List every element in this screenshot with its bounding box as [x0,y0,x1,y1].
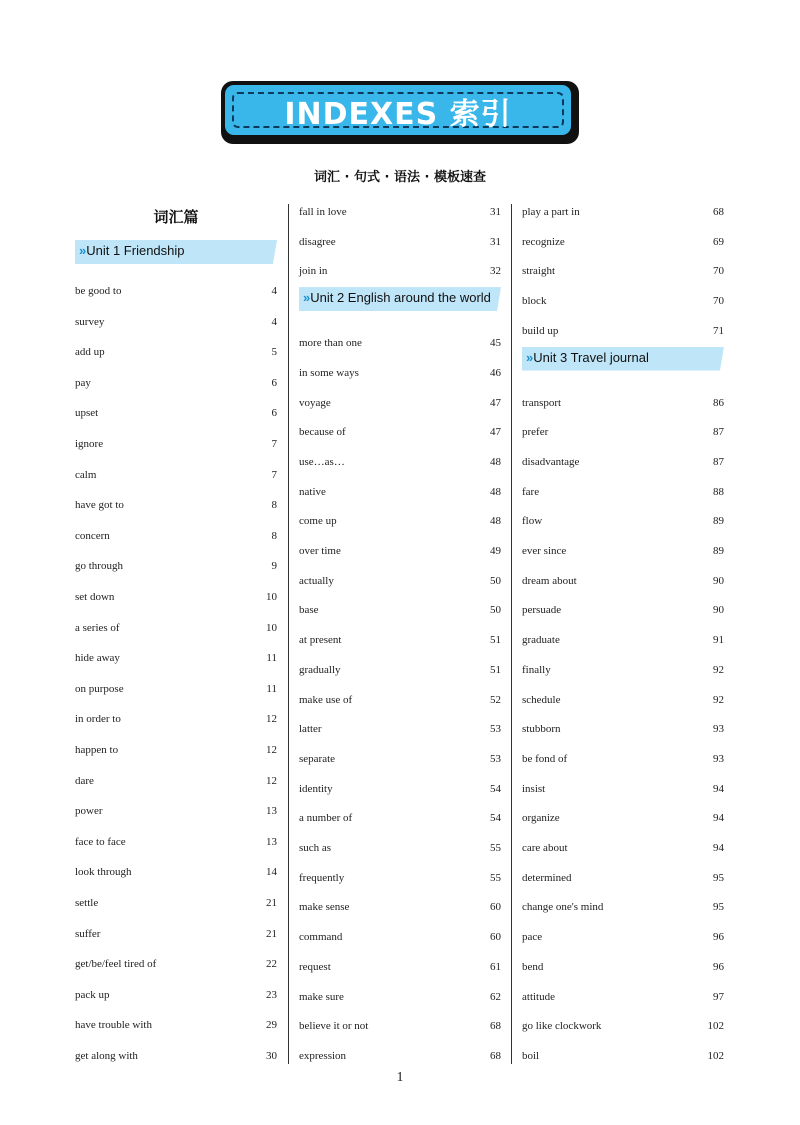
index-entry [75,805,277,821]
entry-page-number: 89 [713,515,724,528]
entry-word: straight [522,265,555,278]
index-entry [522,206,724,222]
entry-word: dream about [522,574,577,587]
entry-page-number: 50 [490,604,501,617]
entry-word: schedule [522,693,561,706]
entry-word: set down [75,591,115,603]
index-entry [299,515,501,531]
index-entry [75,377,277,393]
index-entry [522,723,724,739]
entry-page-number: 94 [713,812,724,825]
index-entry [299,367,501,383]
entry-word: fare [522,485,540,498]
entry-page-number: 68 [490,1049,501,1062]
entry-page-number: 23 [266,988,277,1001]
entry-word: ignore [75,438,104,450]
entry-page-number: 60 [490,931,501,944]
entry-word: determined [522,871,572,884]
entry-word: calm [75,468,97,481]
index-entry [75,744,277,760]
entry-word: identity [299,782,333,795]
entry-page-number: 45 [490,337,501,350]
entry-page-number: 51 [490,634,501,647]
entry-word: dare [75,774,94,787]
entry-page-number: 90 [713,574,724,587]
index-entry [522,397,724,413]
entry-word: frequently [299,871,345,884]
entry-page-number: 71 [713,324,724,337]
unit-header-text [526,350,649,365]
entry-page-number: 68 [713,206,724,218]
entry-word: build up [522,324,559,337]
entry-word: concern [75,529,110,542]
index-entry [299,604,501,620]
index-entry [522,753,724,769]
index-entry [522,515,724,531]
column-divider [511,204,512,1064]
entry-page-number: 96 [713,960,724,973]
entry-page-number: 52 [490,693,501,706]
index-entry [522,931,724,947]
index-entry [75,438,277,454]
entry-word: bend [522,960,544,973]
entry-word: fall in love [299,206,347,218]
entry-page-number: 13 [266,835,277,848]
index-entry [75,407,277,423]
entry-word: face to face [75,835,126,848]
index-entry [522,694,724,710]
entry-page-number: 70 [713,265,724,278]
index-entry [299,723,501,739]
column-divider [288,204,289,1064]
entry-word: boil [522,1049,540,1062]
index-entry [522,842,724,858]
entry-word: gradually [299,663,341,676]
entry-word: care about [522,842,568,854]
index-entry [75,499,277,515]
index-entry [299,783,501,799]
entry-page-number: 11 [266,652,277,665]
index-entry [522,812,724,828]
index-entry [75,316,277,332]
entry-page-number: 90 [713,604,724,617]
entry-word: attitude [522,990,555,1003]
index-entry [522,426,724,442]
entry-word: add up [75,346,105,359]
entry-word: stubborn [522,723,561,736]
title-banner-fill [225,85,571,135]
index-entry [522,604,724,620]
index-entry [299,337,501,353]
entry-word: recognize [522,235,565,248]
entry-word: such as [299,842,332,854]
entry-word: believe it or not [299,1020,369,1033]
index-entry [522,236,724,252]
index-entry [522,634,724,650]
entry-page-number: 94 [713,842,724,854]
index-entry [299,545,501,561]
entry-word: persuade [522,604,562,617]
index-entry [75,713,277,729]
entry-word: separate [299,752,336,765]
entry-page-number: 53 [490,752,501,765]
entry-page-number: 60 [490,901,501,914]
entry-word: suffer [75,927,101,940]
entry-page-number: 51 [490,663,501,676]
unit-label: Unit 1 Friendship [86,243,185,258]
double-chevron-icon: » [79,243,87,258]
entry-word: base [299,604,319,617]
entry-page-number: 47 [490,396,501,409]
index-entry [75,591,277,607]
index-entry [75,1019,277,1035]
index-entry [299,575,501,591]
entry-page-number: 95 [713,901,724,914]
index-entry [299,634,501,650]
entry-word: make sure [299,990,344,1003]
entry-word: disadvantage [522,455,580,468]
index-entry [75,1050,277,1066]
index-entry [299,694,501,710]
index-entry [75,652,277,668]
entry-word: go like clockwork [522,1020,602,1033]
entry-page-number: 62 [490,990,501,1003]
entry-word: in order to [75,713,121,726]
index-entry [299,872,501,888]
entry-word: over time [299,545,341,557]
index-entry [299,991,501,1007]
entry-page-number: 48 [490,455,501,468]
entry-word: actually [299,574,334,587]
index-entry [522,783,724,799]
index-entry [522,325,724,341]
entry-page-number: 87 [713,426,724,439]
entry-word: change one's mind [522,901,604,914]
entry-page-number: 92 [713,663,724,676]
entry-page-number: 21 [266,897,277,909]
index-entry [522,991,724,1007]
entry-word: make sense [299,901,350,914]
entry-page-number: 102 [707,1020,724,1033]
entry-word: a number of [299,812,353,825]
entry-word: command [299,931,343,944]
index-entry [75,928,277,944]
entry-page-number: 95 [713,871,724,884]
entry-word: finally [522,663,551,676]
entry-page-number: 86 [713,396,724,409]
entry-word: get/be/feel tired of [75,958,157,971]
unit-header-text [79,243,185,258]
entry-word: play a part in [522,206,580,218]
entry-word: on purpose [75,682,124,695]
entry-page-number: 61 [490,960,501,973]
index-entry [522,664,724,680]
index-entry [299,931,501,947]
unit-header [75,240,277,266]
entry-page-number: 91 [713,634,724,647]
entry-page-number: 10 [266,621,277,634]
entry-page-number: 10 [266,591,277,603]
index-entry [299,486,501,502]
entry-word: look through [75,866,132,879]
entry-page-number: 4 [271,285,277,297]
entry-page-number: 12 [266,774,277,787]
index-entry [75,530,277,546]
entry-page-number: 12 [266,744,277,756]
entry-word: go through [75,560,123,573]
entry-page-number: 4 [271,315,277,328]
entry-page-number: 55 [490,871,501,884]
index-entry [75,560,277,576]
index-entry [299,901,501,917]
index-entry [522,575,724,591]
entry-page-number: 8 [271,499,277,512]
entry-page-number: 29 [266,1019,277,1032]
entry-page-number: 50 [490,574,501,587]
entry-word: join in [299,265,328,278]
subtitle: 词汇 · 句式 · 语法 · 模板速查 [314,170,486,185]
entry-page-number: 87 [713,455,724,468]
index-entry [299,664,501,680]
index-entry [75,285,277,301]
entry-page-number: 53 [490,723,501,736]
entry-page-number: 55 [490,842,501,854]
index-entry [75,622,277,638]
index-entry [299,456,501,472]
index-entry [522,872,724,888]
index-entry [75,775,277,791]
entry-page-number: 5 [271,346,277,359]
index-entry [522,545,724,561]
entry-page-number: 93 [713,723,724,736]
unit-label: Unit 2 English around the world [310,290,491,306]
index-entry [75,469,277,485]
entry-page-number: 68 [490,1020,501,1033]
entry-page-number: 54 [490,812,501,825]
index-entry [299,426,501,442]
entry-word: get along with [75,1050,138,1062]
entry-word: be good to [75,285,122,297]
index-entry [299,753,501,769]
entry-word: pack up [75,988,110,1001]
entry-page-number: 7 [271,468,277,481]
entry-word: come up [299,515,337,528]
entry-page-number: 14 [266,866,277,879]
entry-page-number: 47 [490,426,501,439]
entry-page-number: 89 [713,545,724,557]
entry-page-number: 70 [713,295,724,308]
entry-word: request [299,960,331,973]
index-entry [75,958,277,974]
entry-word: ever since [522,545,567,557]
entry-word: more than one [299,337,362,350]
index-entry [75,346,277,362]
entry-page-number: 22 [266,958,277,971]
entry-page-number: 54 [490,782,501,795]
entry-page-number: 48 [490,515,501,528]
entry-page-number: 96 [713,931,724,944]
entry-page-number: 32 [490,265,501,278]
entry-page-number: 46 [490,366,501,379]
entry-word: a series of [75,621,120,634]
index-entry [522,486,724,502]
index-entry [75,897,277,913]
index-entry [299,961,501,977]
entry-word: native [299,485,326,498]
entry-word: use…as… [299,455,345,468]
index-entry [299,236,501,252]
entry-word: upset [75,407,99,420]
index-entry [522,901,724,917]
unit-header [522,347,724,373]
index-entry [299,206,501,222]
entry-word: flow [522,515,543,528]
entry-page-number: 9 [271,560,277,573]
entry-page-number: 12 [266,713,277,726]
entry-word: survey [75,315,105,328]
entry-page-number: 8 [271,529,277,542]
entry-page-number: 94 [713,782,724,795]
entry-word: hide away [75,652,120,665]
entry-page-number: 6 [271,376,277,389]
entry-word: have got to [75,499,124,512]
entry-word: expression [299,1049,347,1062]
index-entry [522,961,724,977]
entry-word: organize [522,812,560,825]
entry-page-number: 92 [713,693,724,706]
entry-page-number: 69 [713,235,724,248]
entry-page-number: 31 [490,235,501,248]
entry-page-number: 88 [713,485,724,498]
index-entry [299,842,501,858]
entry-word: be fond of [522,752,568,765]
entry-word: transport [522,396,562,409]
entry-word: block [522,295,547,308]
unit-header [299,287,501,313]
page-number: 1 [396,1070,404,1085]
index-entry [75,866,277,882]
index-entry [75,683,277,699]
page-title: INDEXES 索引 [284,97,512,132]
title-banner [221,81,579,144]
entry-word: settle [75,897,99,909]
entry-page-number: 93 [713,752,724,765]
entry-word: have trouble with [75,1019,152,1032]
entry-word: voyage [299,396,331,409]
index-entry [522,295,724,311]
entry-word: disagree [299,235,336,248]
index-entry [299,397,501,413]
entry-page-number: 21 [266,927,277,940]
entry-page-number: 97 [713,990,724,1003]
entry-word: happen to [75,744,119,756]
entry-page-number: 6 [271,407,277,420]
index-entry [299,1020,501,1036]
index-entry [299,265,501,281]
entry-page-number: 102 [707,1049,724,1062]
index-entry [299,1050,501,1066]
entry-word: prefer [522,426,549,439]
index-entry [522,1050,724,1066]
entry-word: at present [299,634,342,647]
double-chevron-icon: » [526,349,534,365]
index-entry [75,836,277,852]
entry-page-number: 11 [266,682,277,695]
entry-page-number: 7 [271,438,277,450]
entry-page-number: 30 [266,1050,277,1062]
entry-word: in some ways [299,366,359,379]
entry-word: power [75,805,103,818]
entry-word: latter [299,723,322,736]
index-entry [299,812,501,828]
entry-word: pace [522,931,543,944]
entry-word: pay [75,376,91,389]
entry-page-number: 49 [490,545,501,557]
unit-header-text [303,290,491,305]
double-chevron-icon: » [303,290,311,306]
index-entry [522,1020,724,1036]
entry-word: make use of [299,693,353,706]
entry-page-number: 13 [266,805,277,818]
index-entry [522,456,724,472]
entry-word: graduate [522,634,560,647]
entry-word: insist [522,782,546,795]
entry-page-number: 48 [490,485,501,498]
entry-word: because of [299,426,346,439]
entry-page-number: 31 [490,206,501,218]
unit-label: Unit 3 Travel journal [533,349,649,365]
index-entry [522,265,724,281]
index-entry [75,989,277,1005]
section-title: 词汇篇 [153,208,199,226]
